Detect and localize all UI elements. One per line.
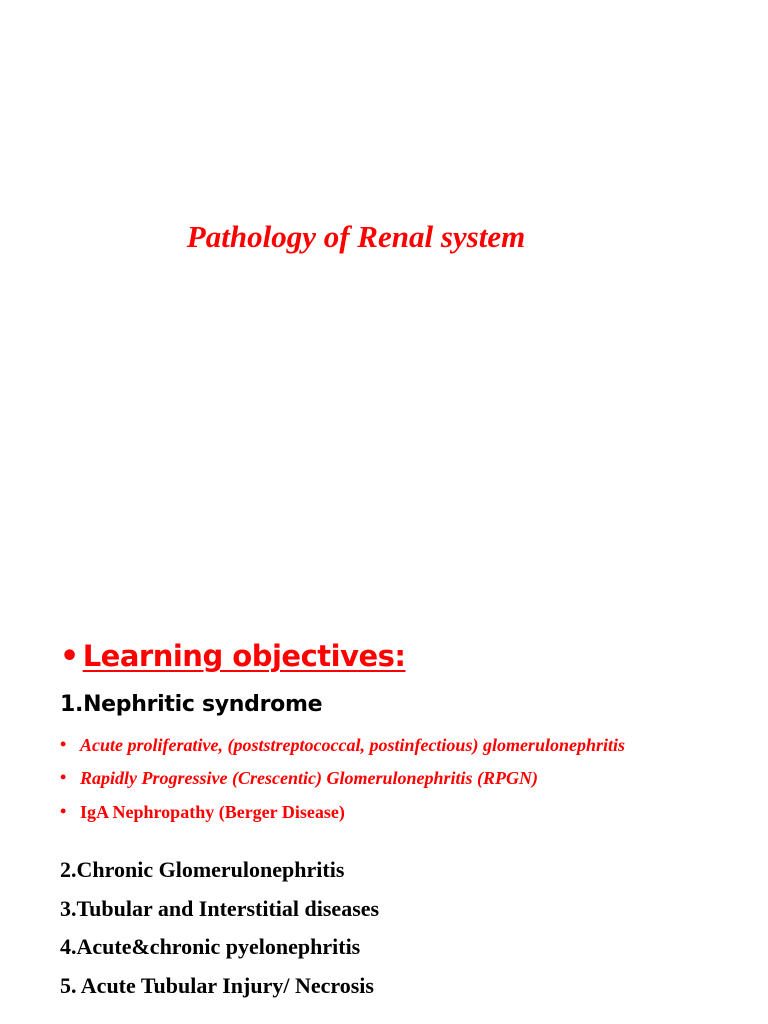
objective-item: 3.Tubular and Interstitial diseases: [60, 896, 380, 921]
bullet-icon: •: [60, 767, 67, 787]
section-nephritic-syndrome: 1.Nephritic syndrome: [60, 692, 323, 717]
slide-title: Pathology of Renal system: [186, 219, 526, 254]
list-item: [60, 800, 750, 824]
list-item: [60, 766, 750, 790]
list-item-text: Rapidly Progressive (Crescentic) Glomerulonephritis (RPGN): [80, 768, 538, 788]
bullet-icon: •: [60, 734, 67, 754]
bullet-icon: •: [60, 639, 79, 674]
list-item: [60, 733, 750, 757]
nephritic-subitems: [60, 733, 750, 824]
list-item-text: Acute proliferative, (poststreptococcal, postinfectious) glomerulonephritis: [80, 735, 625, 755]
objective-item: 2.Chronic Glomerulonephritis: [60, 857, 345, 882]
objectives-heading: [60, 639, 406, 674]
objectives-slide: [0, 512, 768, 1024]
objective-item: 5. Acute Tubular Injury/ Necrosis: [60, 973, 374, 998]
bullet-icon: •: [60, 801, 67, 821]
objective-item: 4.Acute&chronic pyelonephritis: [60, 934, 361, 959]
list-item-text: IgA Nephropathy (Berger Disease): [80, 802, 345, 822]
objectives-heading-text: Learning objectives:: [82, 639, 406, 673]
